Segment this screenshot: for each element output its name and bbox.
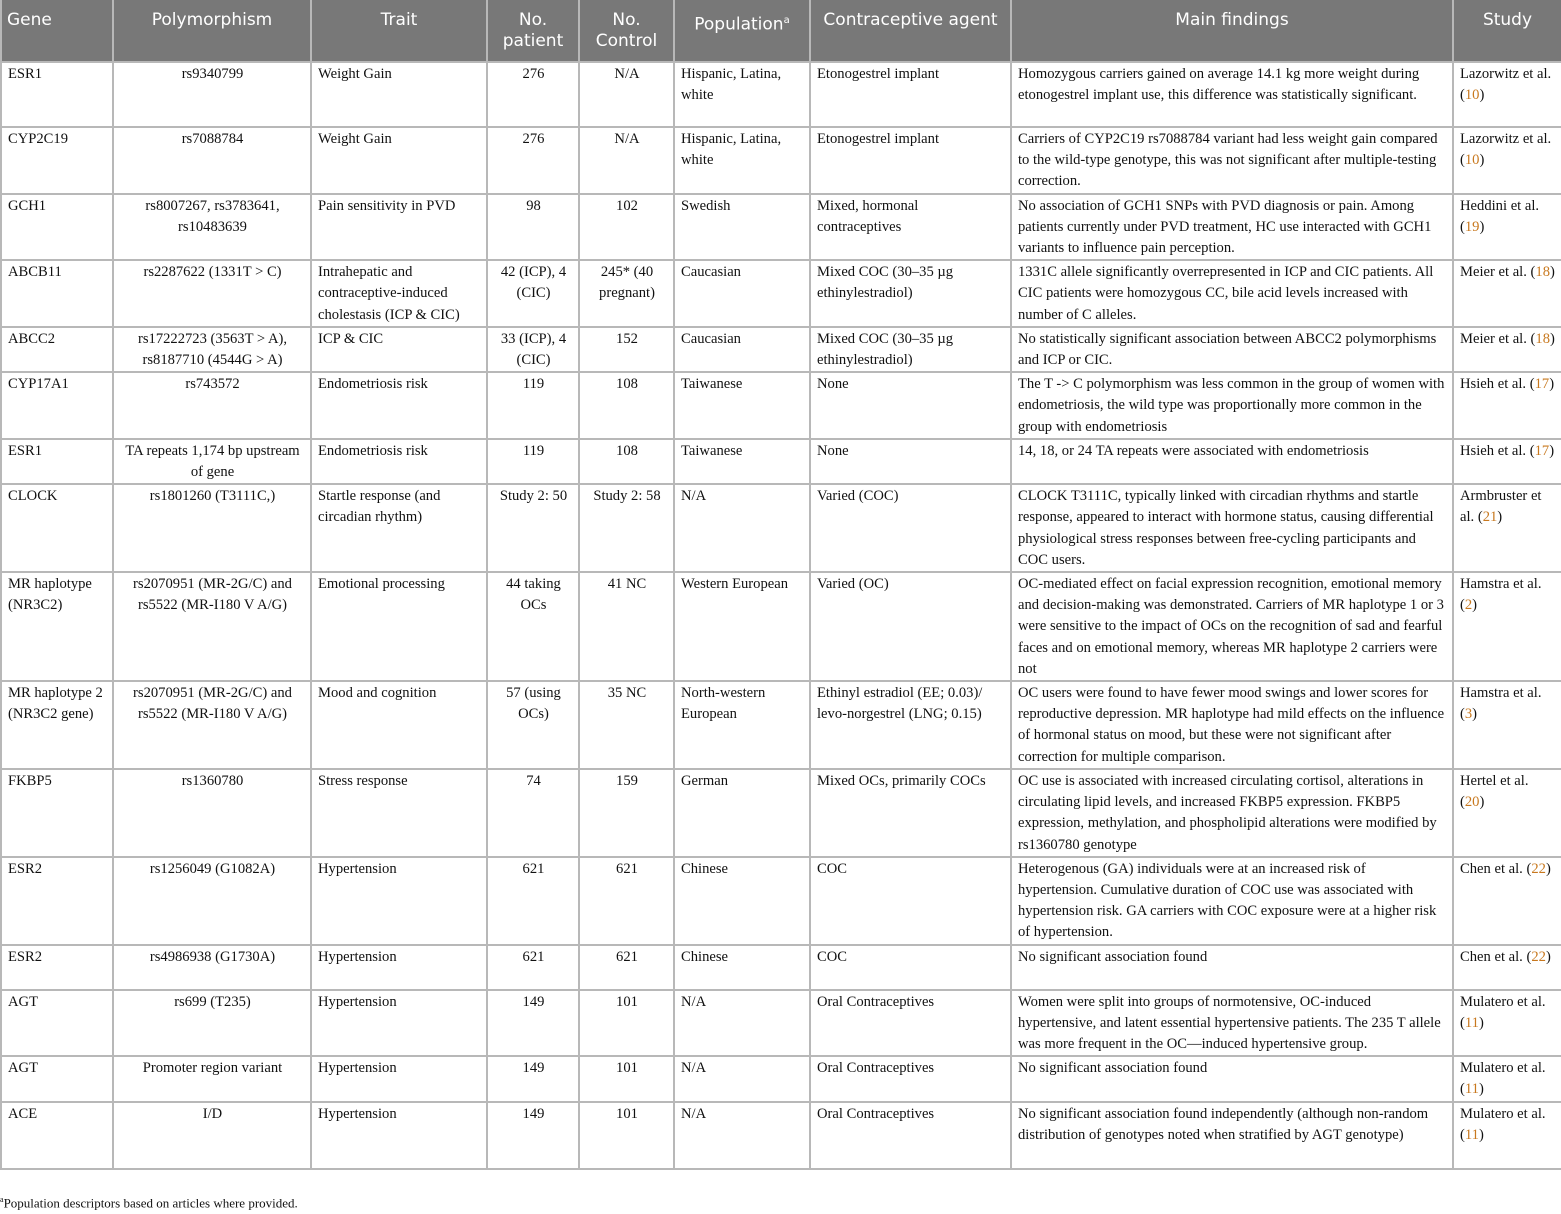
- population-cell: Hispanic, Latina, white: [674, 127, 810, 194]
- trait-cell: Emotional processing: [311, 572, 487, 681]
- population-cell: N/A: [674, 1056, 810, 1101]
- population-cell: Caucasian: [674, 327, 810, 372]
- study-etal: et al.: [1517, 1060, 1546, 1077]
- control-cell: 101: [579, 990, 674, 1057]
- control-cell: 101: [579, 1102, 674, 1169]
- population-cell: Caucasian: [674, 260, 810, 327]
- study-author: Mulatero: [1460, 1105, 1514, 1122]
- findings-cell: No significant association found: [1011, 945, 1453, 990]
- study-ref-link[interactable]: 18: [1535, 264, 1550, 281]
- header-row: [1, 0, 1561, 62]
- trait-cell: Weight Gain: [311, 127, 487, 194]
- population-cell: Hispanic, Latina, white: [674, 62, 810, 127]
- gene-cell: ESR1: [1, 62, 113, 127]
- header-population: [674, 0, 810, 62]
- study-etal: et al.: [1494, 948, 1523, 965]
- study-etal: et al.: [1494, 860, 1523, 877]
- gene-cell: AGT: [1, 1056, 113, 1101]
- population-cell: Chinese: [674, 857, 810, 945]
- population-cell: Taiwanese: [674, 439, 810, 484]
- control-cell: 108: [579, 372, 674, 439]
- study-author: Meier: [1460, 330, 1495, 347]
- study-etal: et al.: [1500, 772, 1529, 789]
- polymorphism-cell: Promoter region variant: [113, 1056, 311, 1101]
- header-population-label: Population: [694, 14, 784, 35]
- study-etal: et al.: [1522, 66, 1552, 82]
- agent-cell: Mixed OCs, primarily COCs: [810, 769, 1011, 857]
- agent-cell: Mixed COC (30–35 µg ethinylestradiol): [810, 260, 1011, 327]
- population-cell: Taiwanese: [674, 372, 810, 439]
- table-row: [1, 127, 1561, 194]
- study-author: Lazorwitz: [1460, 66, 1520, 82]
- control-cell: 35 NC: [579, 681, 674, 769]
- study-ref-link[interactable]: 3: [1464, 706, 1473, 723]
- footnote-sup: a: [0, 1195, 4, 1204]
- header-polymorphism: Polymorphism: [113, 0, 311, 62]
- population-cell: Western European: [674, 572, 810, 681]
- gene-cell: ACE: [1, 1102, 113, 1169]
- findings-cell: OC users were found to have fewer mood swings and lower scores for reproductive depression. MR haplotype had mild effects on the influence of hormonal status on mood, but these were not significant after correction for multiple comparison.: [1011, 681, 1453, 769]
- study-ref-link[interactable]: 17: [1534, 376, 1550, 393]
- header-study: Study: [1453, 0, 1561, 62]
- findings-cell: Carriers of CYP2C19 rs7088784 variant had less weight gain compared to the wild-type genotype, this was not significant after multiple-testing correction.: [1011, 127, 1453, 194]
- trait-cell: Hypertension: [311, 857, 487, 945]
- study-ref-link[interactable]: 11: [1464, 1081, 1479, 1098]
- agent-cell: None: [810, 439, 1011, 484]
- polymorphism-cell: rs7088784: [113, 127, 311, 194]
- findings-cell: CLOCK T3111C, typically linked with circadian rhythms and startle response, appeared to interact with hormone status, causing differential physiological stress responses between free-cycling participants and COC users.: [1011, 484, 1453, 572]
- study-cell: Lazorwitz et al. (10): [1453, 127, 1561, 194]
- agent-cell: COC: [810, 945, 1011, 990]
- control-cell: 102: [579, 194, 674, 261]
- table-row: [1, 62, 1561, 127]
- patient-cell: 74: [487, 769, 579, 857]
- table-row: [1, 572, 1561, 681]
- table-row: [1, 681, 1561, 769]
- table-row: [1, 1056, 1561, 1101]
- polymorphism-cell: I/D: [113, 1102, 311, 1169]
- header-population-sup: a: [783, 15, 790, 26]
- polymorphism-cell: rs699 (T235): [113, 990, 311, 1057]
- patient-cell: 149: [487, 1056, 579, 1101]
- study-cell: Hertel et al. (20): [1453, 769, 1561, 857]
- gene-cell: MR haplotype 2 (NR3C2 gene): [1, 681, 113, 769]
- population-cell: N/A: [674, 990, 810, 1057]
- trait-cell: ICP & CIC: [311, 327, 487, 372]
- polymorphism-cell: rs1360780: [113, 769, 311, 857]
- study-etal: et al.: [1517, 993, 1546, 1010]
- gene-cell: AGT: [1, 990, 113, 1057]
- study-author: Armbruster: [1460, 488, 1528, 505]
- study-author: Hsieh: [1460, 376, 1495, 393]
- study-cell: Meier et al. (18): [1453, 260, 1561, 327]
- header-no-control: No. Control: [579, 0, 674, 62]
- polymorphism-cell: rs9340799: [113, 62, 311, 127]
- study-cell: Mulatero et al. (11): [1453, 1056, 1561, 1101]
- study-etal: et al.: [1497, 376, 1527, 393]
- gene-cell: ESR1: [1, 439, 113, 484]
- study-ref-link[interactable]: 10: [1464, 152, 1480, 169]
- patient-cell: 276: [487, 127, 579, 194]
- patient-cell: 621: [487, 857, 579, 945]
- polymorphism-cell: rs2070951 (MR-2G/C) and rs5522 (MR-I180 V A/G): [113, 681, 311, 769]
- study-author: Mulatero: [1460, 1060, 1514, 1077]
- patient-cell: 57 (using OCs): [487, 681, 579, 769]
- study-etal: et al.: [1498, 330, 1527, 347]
- footnote-text: Population descriptors based on articles where provided.: [3, 1195, 298, 1211]
- polymorphism-cell: rs17222723 (3563T > A), rs8187710 (4544G > A): [113, 327, 311, 372]
- study-cell: Armbruster et al. (21): [1453, 484, 1561, 572]
- trait-cell: Mood and cognition: [311, 681, 487, 769]
- study-author: Lazorwitz: [1460, 131, 1520, 147]
- study-ref-link[interactable]: 22: [1531, 860, 1546, 877]
- patient-cell: 119: [487, 439, 579, 484]
- table-row: [1, 857, 1561, 945]
- study-etal: et al.: [1460, 488, 1542, 526]
- study-cell: Meier et al. (18): [1453, 327, 1561, 372]
- study-cell: Hsieh et al. (17): [1453, 439, 1561, 484]
- header-agent: Contraceptive agent: [810, 0, 1011, 62]
- header-gene: Gene: [1, 0, 113, 62]
- findings-cell: No statistically significant association between ABCC2 polymorphisms and ICP or CIC.: [1011, 327, 1453, 372]
- agent-cell: Ethinyl estradiol (EE; 0.03)/ levo-norgestrel (LNG; 0.15): [810, 681, 1011, 769]
- findings-cell: No significant association found independently (although non-random distribution of genotypes noted when stratified by AGT genotype): [1011, 1102, 1453, 1169]
- study-cell: Chen et al. (22): [1453, 945, 1561, 990]
- findings-cell: No association of GCH1 SNPs with PVD diagnosis or pain. Among patients currently under PVD treatment, HC use interacted with GCH1 variants to influence pain perception.: [1011, 194, 1453, 261]
- study-etal: et al.: [1517, 1105, 1546, 1122]
- table-row: [1, 260, 1561, 327]
- table-row: [1, 484, 1561, 572]
- findings-cell: OC use is associated with increased circulating cortisol, alterations in circulating lipid levels, and increased FKBP5 expression. FKBP5 expression, methylation, and phospholipid alterations were modified by rs1360780 genotype: [1011, 769, 1453, 857]
- study-etal: et al.: [1510, 197, 1540, 214]
- polymorphism-cell: rs4986938 (G1730A): [113, 945, 311, 990]
- footnote: [0, 1195, 298, 1211]
- gene-cell: CYP2C19: [1, 127, 113, 194]
- study-ref-link[interactable]: 11: [1464, 1014, 1479, 1031]
- study-ref-link[interactable]: 22: [1531, 948, 1546, 965]
- study-author: Hertel: [1460, 772, 1497, 789]
- study-author: Mulatero: [1460, 993, 1514, 1010]
- study-author: Hamstra: [1460, 685, 1510, 702]
- agent-cell: None: [810, 372, 1011, 439]
- findings-cell: No significant association found: [1011, 1056, 1453, 1101]
- study-etal: et al.: [1522, 131, 1552, 147]
- gene-cell: GCH1: [1, 194, 113, 261]
- agent-cell: Mixed, hormonal contraceptives: [810, 194, 1011, 261]
- study-cell: Hsieh et al. (17): [1453, 372, 1561, 439]
- gene-cell: ESR2: [1, 945, 113, 990]
- study-author: Chen: [1460, 860, 1491, 877]
- control-cell: 245* (40 pregnant): [579, 260, 674, 327]
- table-row: [1, 372, 1561, 439]
- table-row: [1, 990, 1561, 1057]
- findings-cell: Women were split into groups of normotensive, OC-induced hypertensive, and latent essential hypertensive patients. The 235 T allele was more frequent in the OC—induced hypertensive group.: [1011, 990, 1453, 1057]
- study-cell: Hamstra et al. (3): [1453, 681, 1561, 769]
- patient-cell: Study 2: 50: [487, 484, 579, 572]
- findings-cell: Heterogenous (GA) individuals were at an increased risk of hypertension. Cumulative duration of COC use was associated with hypertension risk. GA carriers with COC exposure were at a higher risk of hypertension.: [1011, 857, 1453, 945]
- population-cell: N/A: [674, 1102, 810, 1169]
- study-cell: Heddini et al. (19): [1453, 194, 1561, 261]
- population-cell: German: [674, 769, 810, 857]
- agent-cell: COC: [810, 857, 1011, 945]
- control-cell: 621: [579, 945, 674, 990]
- table-row: [1, 327, 1561, 372]
- trait-cell: Hypertension: [311, 945, 487, 990]
- gene-cell: CYP17A1: [1, 372, 113, 439]
- study-cell: Mulatero et al. (11): [1453, 1102, 1561, 1169]
- study-ref-link[interactable]: 19: [1464, 218, 1480, 235]
- polymorphism-cell: rs2070951 (MR-2G/C) and rs5522 (MR-I180 V A/G): [113, 572, 311, 681]
- population-cell: N/A: [674, 484, 810, 572]
- findings-cell: 1331C allele significantly overrepresented in ICP and CIC patients. All CIC patients were homozygous CC, bile acid levels increased with number of C alleles.: [1011, 260, 1453, 327]
- patient-cell: 42 (ICP), 4 (CIC): [487, 260, 579, 327]
- trait-cell: Endometriosis risk: [311, 372, 487, 439]
- trait-cell: Endometriosis risk: [311, 439, 487, 484]
- agent-cell: Oral Contraceptives: [810, 1056, 1011, 1101]
- control-cell: 108: [579, 439, 674, 484]
- trait-cell: Intrahepatic and contraceptive-induced cholestasis (ICP & CIC): [311, 260, 487, 327]
- findings-cell: The T -> C polymorphism was less common in the group of women with endometriosis, the wild type was proportionally more common in the group with endometriosis: [1011, 372, 1453, 439]
- agent-cell: Mixed COC (30–35 µg ethinylestradiol): [810, 327, 1011, 372]
- patient-cell: 119: [487, 372, 579, 439]
- study-ref-link[interactable]: 10: [1464, 87, 1480, 104]
- study-ref-link[interactable]: 2: [1464, 597, 1473, 614]
- control-cell: 621: [579, 857, 674, 945]
- trait-cell: Startle response (and circadian rhythm): [311, 484, 487, 572]
- study-cell: Mulatero et al. (11): [1453, 990, 1561, 1057]
- study-etal: et al.: [1498, 264, 1527, 281]
- gene-cell: FKBP5: [1, 769, 113, 857]
- patient-cell: 276: [487, 62, 579, 127]
- polymorphism-cell: rs1256049 (G1082A): [113, 857, 311, 945]
- study-author: Heddini: [1460, 197, 1508, 214]
- study-cell: Chen et al. (22): [1453, 857, 1561, 945]
- study-author: Chen: [1460, 948, 1491, 965]
- agent-cell: Oral Contraceptives: [810, 1102, 1011, 1169]
- control-cell: N/A: [579, 62, 674, 127]
- study-ref-link[interactable]: 18: [1535, 330, 1550, 347]
- control-cell: Study 2: 58: [579, 484, 674, 572]
- trait-cell: Hypertension: [311, 990, 487, 1057]
- gene-cell: CLOCK: [1, 484, 113, 572]
- control-cell: N/A: [579, 127, 674, 194]
- trait-cell: Weight Gain: [311, 62, 487, 127]
- gene-cell: ESR2: [1, 857, 113, 945]
- agent-cell: Etonogestrel implant: [810, 127, 1011, 194]
- table-row: [1, 1102, 1561, 1169]
- polymorphism-cell: rs8007267, rs3783641, rs10483639: [113, 194, 311, 261]
- population-cell: Chinese: [674, 945, 810, 990]
- polymorphism-cell: rs2287622 (1331T > C): [113, 260, 311, 327]
- agent-cell: Oral Contraceptives: [810, 990, 1011, 1057]
- control-cell: 41 NC: [579, 572, 674, 681]
- gene-cell: ABCC2: [1, 327, 113, 372]
- patient-cell: 44 taking OCs: [487, 572, 579, 681]
- table-row: [1, 769, 1561, 857]
- control-cell: 152: [579, 327, 674, 372]
- patient-cell: 149: [487, 1102, 579, 1169]
- agent-cell: Varied (COC): [810, 484, 1011, 572]
- trait-cell: Stress response: [311, 769, 487, 857]
- findings-cell: 14, 18, or 24 TA repeats were associated with endometriosis: [1011, 439, 1453, 484]
- gene-cell: ABCB11: [1, 260, 113, 327]
- agent-cell: Varied (OC): [810, 572, 1011, 681]
- study-etal: et al.: [1513, 685, 1542, 702]
- header-findings: Main findings: [1011, 0, 1453, 62]
- table-row: [1, 945, 1561, 990]
- study-ref-link[interactable]: 11: [1464, 1126, 1479, 1143]
- trait-cell: Pain sensitivity in PVD: [311, 194, 487, 261]
- study-ref-link[interactable]: 21: [1482, 509, 1498, 526]
- trait-cell: Hypertension: [311, 1102, 487, 1169]
- study-ref-link[interactable]: 17: [1534, 442, 1550, 459]
- study-etal: et al.: [1497, 442, 1527, 459]
- polymorphism-cell: rs743572: [113, 372, 311, 439]
- header-no-patient: No. patient: [487, 0, 579, 62]
- agent-cell: Etonogestrel implant: [810, 62, 1011, 127]
- patient-cell: 149: [487, 990, 579, 1057]
- study-etal: et al.: [1513, 576, 1542, 593]
- patient-cell: 98: [487, 194, 579, 261]
- gene-cell: MR haplotype (NR3C2): [1, 572, 113, 681]
- study-ref-link[interactable]: 20: [1464, 794, 1480, 811]
- table-row: [1, 439, 1561, 484]
- study-author: Hsieh: [1460, 442, 1495, 459]
- study-cell: Hamstra et al. (2): [1453, 572, 1561, 681]
- table-row: [1, 194, 1561, 261]
- trait-cell: Hypertension: [311, 1056, 487, 1101]
- header-trait: Trait: [311, 0, 487, 62]
- study-cell: Lazorwitz et al. (10): [1453, 62, 1561, 127]
- patient-cell: 621: [487, 945, 579, 990]
- population-cell: North-western European: [674, 681, 810, 769]
- polymorphism-cell: TA repeats 1,174 bp upstream of gene: [113, 439, 311, 484]
- polymorphism-cell: rs1801260 (T3111C,): [113, 484, 311, 572]
- findings-cell: Homozygous carriers gained on average 14.1 kg more weight during etonogestrel implant use, this difference was statistically significant.: [1011, 62, 1453, 127]
- control-cell: 159: [579, 769, 674, 857]
- study-author: Meier: [1460, 264, 1495, 281]
- control-cell: 101: [579, 1056, 674, 1101]
- patient-cell: 33 (ICP), 4 (CIC): [487, 327, 579, 372]
- study-author: Hamstra: [1460, 576, 1510, 593]
- findings-cell: OC-mediated effect on facial expression recognition, emotional memory and decision-making was demonstrated. Carriers of MR haplotype 1 or 3 were sensitive to the impact of OCs on the recognition of sad and fearful faces and on emotional memory, whereas MR haplotype 2 carriers were not: [1011, 572, 1453, 681]
- population-cell: Swedish: [674, 194, 810, 261]
